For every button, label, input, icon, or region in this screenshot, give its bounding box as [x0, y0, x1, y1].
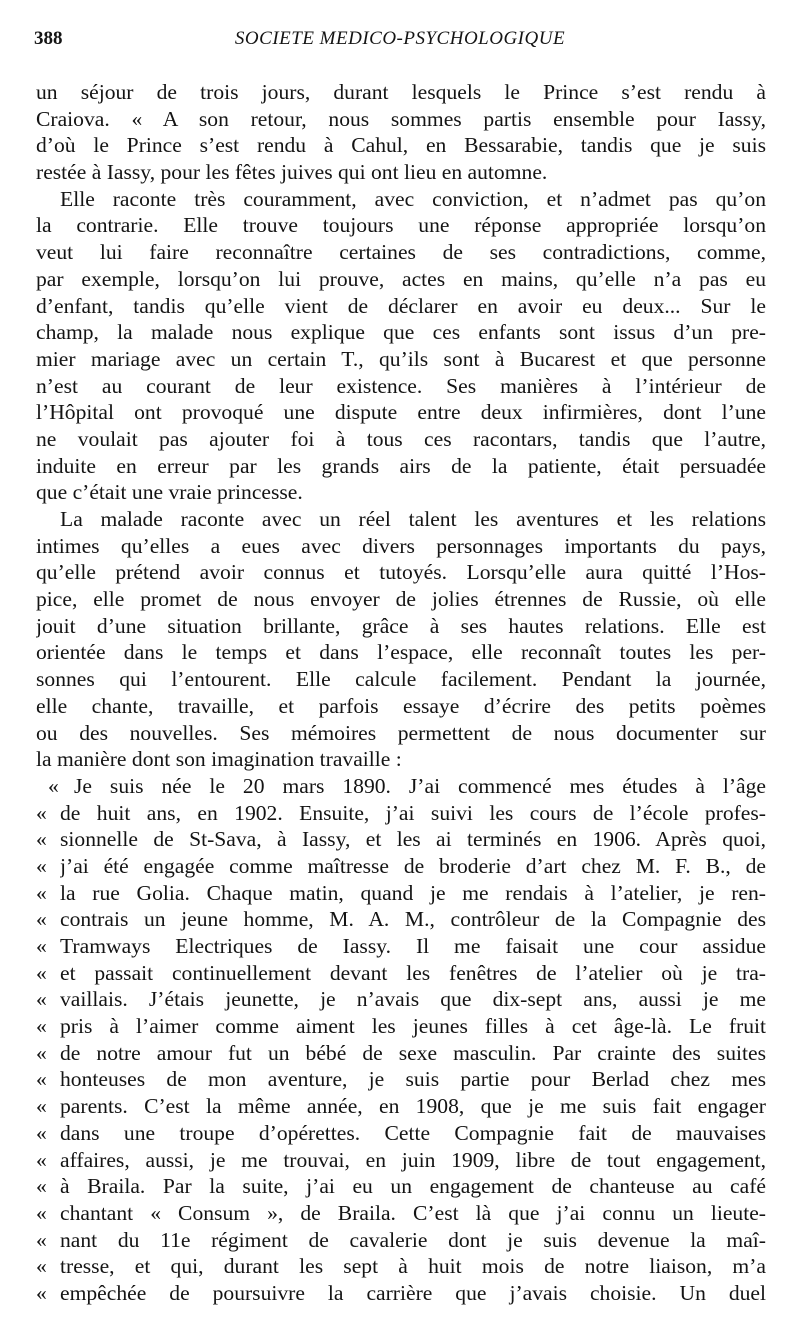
quote-line — [36, 880, 766, 907]
quote-line — [36, 906, 766, 933]
quote-line — [36, 960, 766, 987]
quote-text: parents. C’est la même année, en 1908, que je me suis fait engager — [60, 1094, 766, 1119]
quote-text: de notre amour fut un bébé de sexe masculin. Par crainte des suites — [60, 1040, 766, 1065]
quote-line — [36, 1013, 766, 1040]
quote-text: pris à l’aimer comme aiment les jeunes filles à cet âge-là. Le fruit — [60, 1014, 766, 1039]
quote-line — [36, 1200, 766, 1227]
quote-mark: « — [48, 773, 59, 798]
text-line: intimes qu’elles a eues avec divers personnages importants du pays, — [36, 533, 766, 558]
quote-mark: « — [36, 1280, 47, 1305]
quote-line — [36, 1120, 766, 1147]
quote-mark: « — [36, 1227, 47, 1252]
page-header — [34, 28, 766, 58]
quote-text: honteuses de mon aventure, je suis partie pour Berlad chez mes — [60, 1067, 766, 1092]
quote-text: contrais un jeune homme, M. A. M., contrôleur de la Compagnie des — [60, 907, 766, 932]
quote-text: de huit ans, en 1902. Ensuite, j’ai suivi les cours de l’école profes- — [60, 800, 766, 825]
quote-mark: « — [36, 800, 47, 825]
quote-text: dans une troupe d’opérettes. Cette Compagnie fait de mauvaises — [60, 1120, 766, 1145]
text-line: La malade raconte avec un réel talent les aventures et les relations — [60, 507, 766, 531]
quote-mark: « — [36, 880, 47, 905]
quote-mark: « — [36, 853, 47, 878]
text-line: Elle raconte très couramment, avec conviction, et n’admet pas qu’on — [60, 186, 766, 211]
quote-line — [36, 1173, 766, 1200]
quote-mark: « — [36, 827, 47, 852]
text-line: ne voulait pas ajouter foi à tous ces racontars, tandis que l’autre, — [36, 426, 766, 451]
quote-mark: « — [36, 1040, 47, 1065]
text-line: restée à Iassy, pour les fêtes juives qui ont lieu en automne. — [36, 160, 548, 185]
quote-mark: « — [36, 987, 47, 1012]
quote-line — [36, 826, 766, 853]
quote-text: vaillais. J’étais jeunette, je n’avais que dix-sept ans, aussi je me — [60, 987, 766, 1012]
text-line: induite en erreur par les grands airs de la patiente, était persuadée — [36, 453, 766, 478]
quote-mark: « — [36, 1014, 47, 1039]
quote-line — [36, 1040, 766, 1067]
quote-line — [36, 853, 766, 880]
text-line: l’Hôpital ont provoqué une dispute entre deux infirmières, dont l’une — [36, 400, 766, 425]
quote-mark: « — [36, 1094, 47, 1119]
text-line: la contrarie. Elle trouve toujours une réponse appropriée lorsqu’on — [36, 213, 766, 238]
quote-line — [36, 933, 766, 960]
quote-text: tresse, et qui, durant les sept à huit mois de notre liaison, m’a — [60, 1254, 766, 1279]
text-line: n’est au courant de leur existence. Ses manières à l’intérieur de — [36, 373, 766, 398]
quote-line — [36, 1253, 766, 1280]
quote-text: j’ai été engagée comme maîtresse de broderie d’art chez M. F. B., de — [60, 853, 766, 878]
quote-line — [36, 1280, 766, 1307]
text-line: un séjour de trois jours, durant lesquels le Prince s’est rendu à — [36, 80, 766, 104]
text-line: ou des nouvelles. Ses mémoires permettent de nous documenter sur — [36, 720, 766, 745]
quote-line — [36, 800, 766, 827]
quote-mark: « — [36, 1067, 47, 1092]
quote-mark: « — [36, 934, 47, 958]
quote-line — [36, 986, 766, 1013]
text-line: orientée dans le temps et dans l’espace, elle reconnaît toutes les per- — [36, 640, 766, 665]
text-line: Craiova. « A son retour, nous sommes partis ensemble pour Iassy, — [36, 106, 766, 131]
quote-text: nant du 11e régiment de cavalerie dont je suis devenue la maî- — [60, 1227, 766, 1252]
quote-mark: « — [36, 1147, 47, 1172]
quote-text: Tramways Electriques de Iassy. Il me faisait une cour assidue — [60, 934, 766, 958]
quote-line — [36, 1227, 766, 1254]
quote-line — [36, 1147, 766, 1174]
running-title: SOCIETE MEDICO-PSYCHOLOGIQUE — [234, 28, 566, 49]
page-number: 388 — [34, 28, 63, 49]
text-line: que c’était une vraie princesse. — [36, 480, 303, 505]
quote-text: la rue Golia. Chaque matin, quand je me rendais à l’atelier, je ren- — [60, 880, 766, 905]
text-line: qu’elle prétend avoir connus et tutoyés. Lorsqu’elle aura quitté l’Hos- — [36, 560, 766, 585]
text-line: la manière dont son imagination travaille : — [36, 747, 402, 772]
text-line: par exemple, lorsqu’on lui prouve, actes en mains, qu’elle n’a pas eu — [36, 266, 766, 291]
quote-line — [36, 1066, 766, 1093]
quote-text: et passait continuellement devant les fenêtres de l’atelier où je tra- — [60, 960, 766, 985]
text-line: veut lui faire reconnaître certaines de ses contradictions, comme, — [36, 240, 766, 265]
quote-mark: « — [36, 960, 47, 985]
quote-text: Je suis née le 20 mars 1890. J’ai commencé mes études à l’âge — [74, 773, 766, 798]
quote-text: chantant « Consum », de Braila. C’est là que j’ai connu un lieute- — [60, 1200, 766, 1225]
quote-line — [36, 773, 766, 800]
quote-mark: « — [36, 907, 47, 932]
quote-text: empêchée de poursuivre la carrière que j’avais choisie. Un duel — [60, 1280, 766, 1305]
quote-text: sionnelle de St-Sava, à Iassy, et les ai terminés en 1906. Après quoi, — [60, 827, 766, 852]
text-line: jouit d’une situation brillante, grâce à ses hautes relations. Elle est — [36, 613, 766, 638]
quote-text: à Braila. Par la suite, j’ai eu un engagement de chanteuse au café — [60, 1174, 766, 1199]
quote-mark: « — [36, 1174, 47, 1199]
quote-mark: « — [36, 1254, 47, 1279]
text-line: elle chante, travaille, et parfois essaye d’écrire des petits poèmes — [36, 693, 766, 718]
quote-mark: « — [36, 1120, 47, 1145]
quote-text: affaires, aussi, je me trouvai, en juin 1909, libre de tout engagement, — [60, 1147, 766, 1172]
text-line: mier mariage avec un certain T., qu’ils sont à Bucarest et que personne — [36, 346, 766, 371]
text-line: d’où le Prince s’est rendu à Cahul, en Bessarabie, tandis que je suis — [36, 133, 766, 158]
text-line: pice, elle promet de nous envoyer de jolies étrennes de Russie, où elle — [36, 587, 766, 612]
body-text — [36, 79, 766, 1307]
quote-mark: « — [36, 1200, 47, 1225]
quote-line — [36, 1093, 766, 1120]
text-line: sonnes qui l’entourent. Elle calcule facilement. Pendant la journée, — [36, 667, 766, 692]
text-line: champ, la malade nous explique que ces enfants sont issus d’un pre- — [36, 320, 766, 345]
text-line: d’enfant, tandis qu’elle vient de déclarer en avoir eu deux... Sur le — [36, 293, 766, 318]
